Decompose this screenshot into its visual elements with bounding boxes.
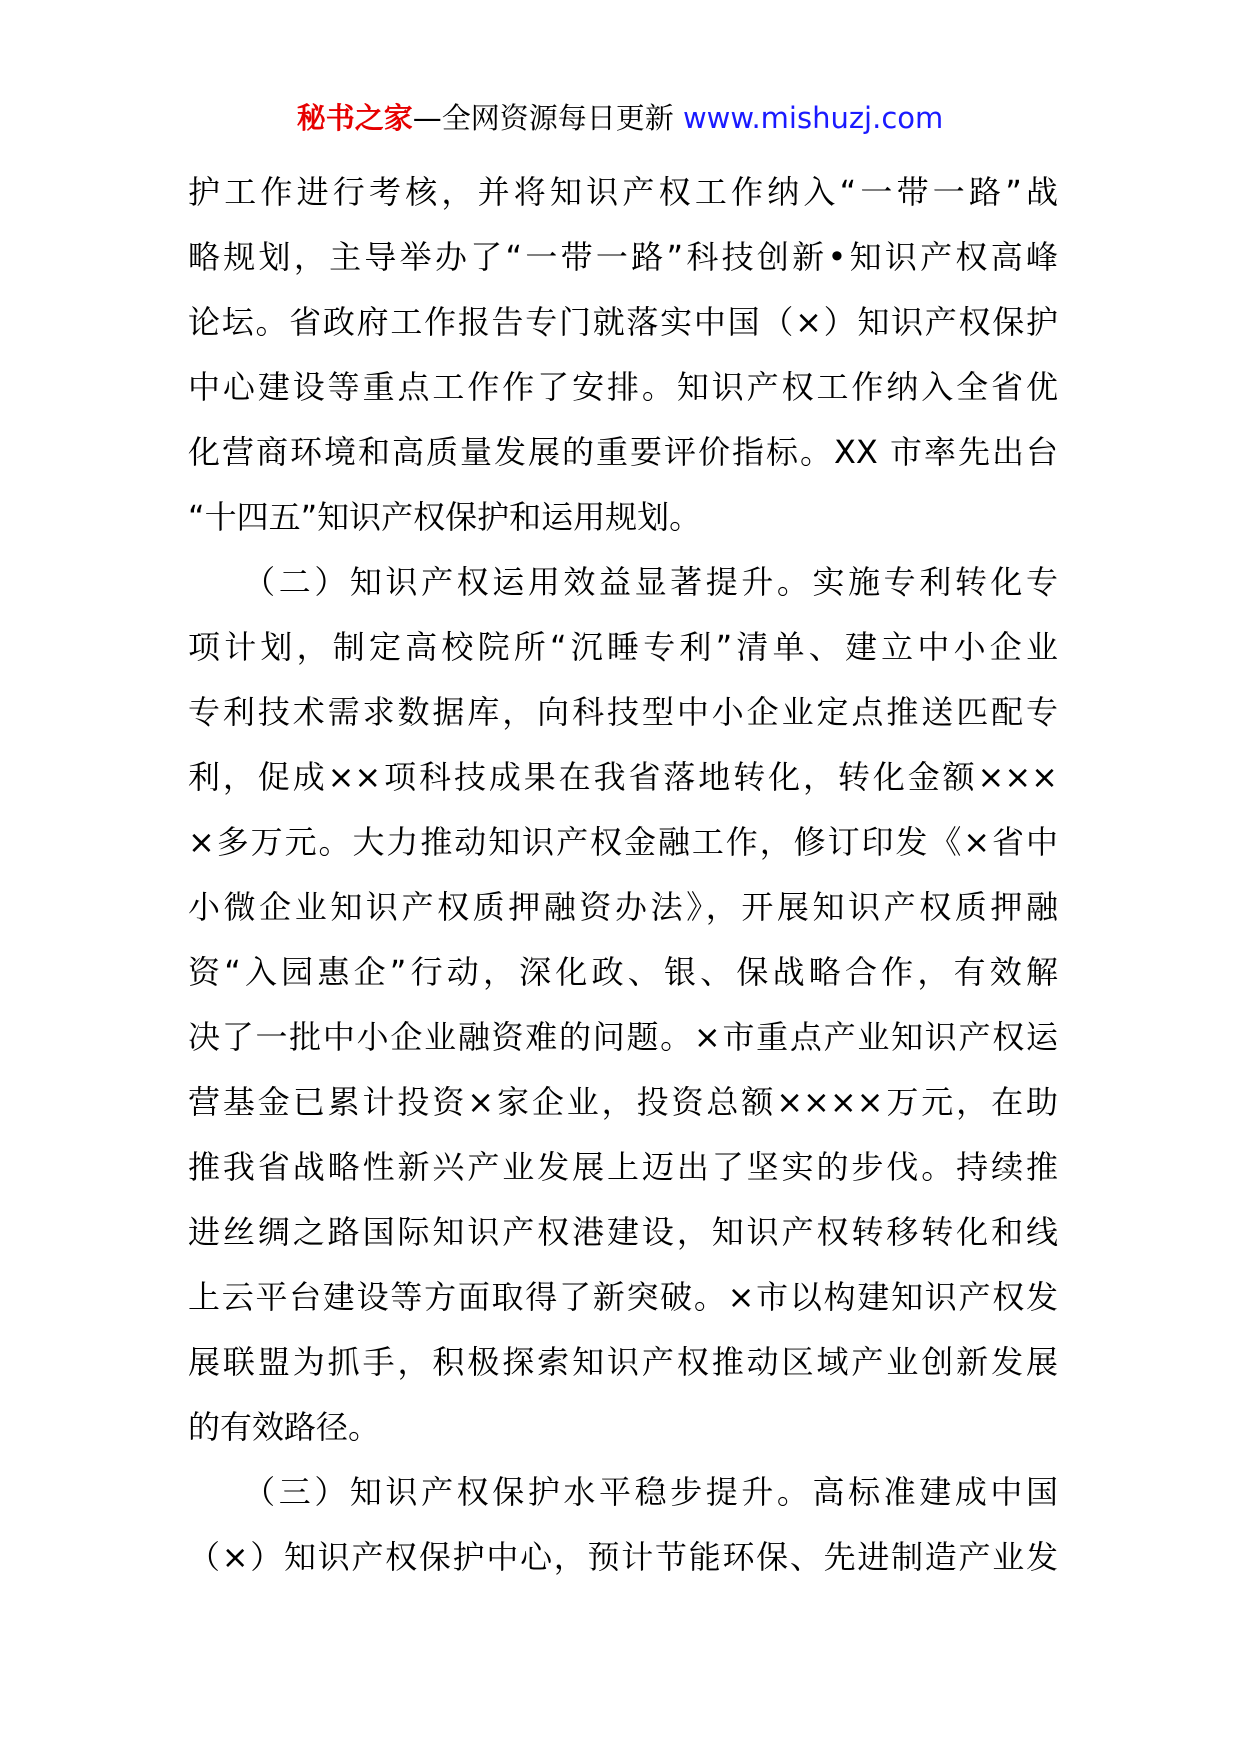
text-line: 利，促成××项科技成果在我省落地转化，转化金额×××: [188, 758, 1058, 796]
document-body: [188, 160, 1058, 1590]
text-line: 上云平台建设等方面取得了新突破。×市以构建知识产权发: [188, 1278, 1058, 1316]
text-line: 进丝绸之路国际知识产权港建设，知识产权转移转化和线: [188, 1213, 1058, 1251]
text-line: 护工作进行考核，并将知识产权工作纳入“一带一路”战: [188, 173, 1058, 211]
text-line: （×）知识产权保护中心，预计节能环保、先进制造产业发: [188, 1538, 1058, 1576]
text-line: 决了一批中小企业融资难的问题。×市重点产业知识产权运: [188, 1018, 1058, 1056]
text-line: 化营商环境和高质量发展的重要评价指标。XX 市率先出台: [188, 433, 1058, 471]
site-url-link[interactable]: www.mishuzj.com: [682, 101, 944, 135]
text-line: “十四五”知识产权保护和运用规划。: [188, 498, 702, 536]
site-header: [0, 98, 1240, 138]
text-line: （三）知识产权保护水平稳步提升。高标准建成中国: [188, 1473, 1058, 1511]
text-line: 资“入园惠企”行动，深化政、银、保战略合作，有效解: [188, 953, 1058, 991]
text-line: 展联盟为抓手，积极探索知识产权推动区域产业创新发展: [188, 1343, 1058, 1381]
text-line: （二）知识产权运用效益显著提升。实施专利转化专: [188, 563, 1058, 601]
text-line: 专利技术需求数据库，向科技型中小企业定点推送匹配专: [188, 693, 1058, 731]
text-line: 中心建设等重点工作作了安排。知识产权工作纳入全省优: [188, 368, 1058, 406]
text-line: 项计划，制定高校院所“沉睡专利”清单、建立中小企业: [188, 628, 1058, 666]
text-line: ×多万元。大力推动知识产权金融工作，修订印发《×省中: [188, 823, 1058, 861]
text-line: 略规划，主导举办了“一带一路”科技创新•知识产权高峰: [188, 238, 1058, 276]
brand-name: 秘书之家: [296, 101, 413, 135]
text-line: 的有效路径。: [188, 1408, 381, 1446]
text-line: 推我省战略性新兴产业发展上迈出了坚实的步伐。持续推: [188, 1148, 1058, 1186]
header-tagline: —全网资源每日更新: [412, 101, 683, 135]
text-line: 营基金已累计投资×家企业，投资总额××××万元，在助: [188, 1083, 1058, 1121]
text-line: 小微企业知识产权质押融资办法》，开展知识产权质押融: [188, 888, 1058, 926]
text-line: 论坛。省政府工作报告专门就落实中国（×）知识产权保护: [188, 303, 1058, 341]
